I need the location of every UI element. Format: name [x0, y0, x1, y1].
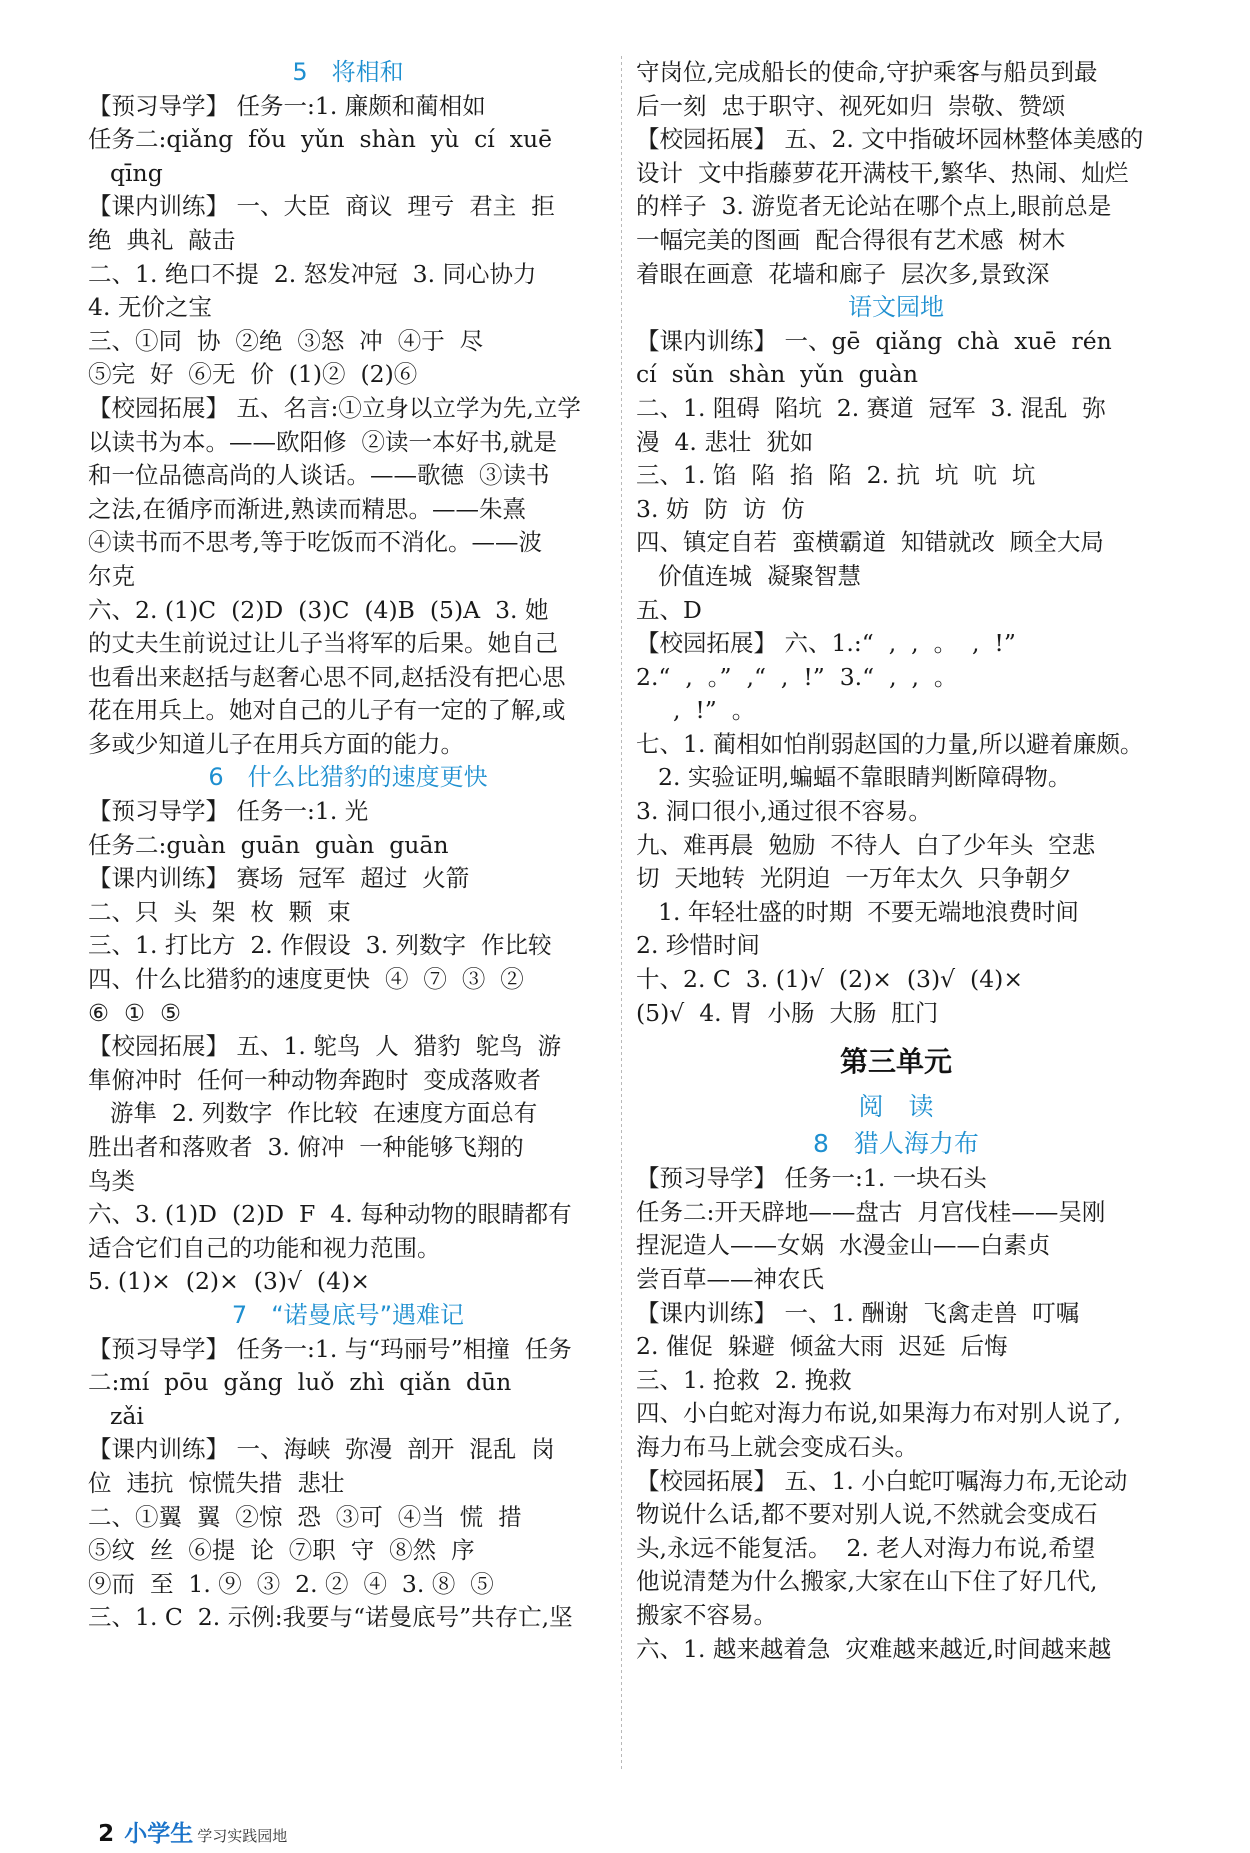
answer-line: 物说什么话,都不要对别人说,不然就会变成石	[636, 1500, 1098, 1529]
answer-line: 多或少知道儿子在用兵方面的能力。	[88, 729, 464, 758]
answer-line: 【课内训练】 一、1. 酬谢 飞禽走兽 叮嘱	[636, 1298, 1080, 1327]
answer-line: 3. 洞口很小,通过很不容易。	[636, 797, 932, 826]
answer-line: 三、①同 协 ②绝 ③怒 冲 ④于 尽	[88, 326, 484, 355]
answer-line: 【课内训练】 一、gē qiǎng chà xuē rén	[636, 326, 1112, 355]
answer-line: 任务二:guàn guān guàn guān	[88, 830, 449, 859]
answer-line: 四、小白蛇对海力布说,如果海力布对别人说了,	[636, 1399, 1121, 1428]
answer-line: 2. 催促 躲避 倾盆大雨 迟延 后悔	[636, 1332, 1008, 1361]
answer-line: 之法,在循序而渐进,熟读而精思。——朱熹	[88, 494, 526, 523]
unit-heading: 第三单元	[839, 1045, 952, 1079]
right-column	[636, 56, 1156, 1666]
answer-line: 四、镇定自若 蛮横霸道 知错就改 顾全大局	[636, 528, 1104, 557]
answer-line: 九、难再晨 勉励 不待人 白了少年头 空悲	[636, 830, 1096, 859]
answer-line: 胜出者和落败者 3. 俯冲 一种能够飞翔的	[88, 1133, 524, 1161]
answer-line: 绝 典礼 敲击	[88, 225, 236, 254]
answer-line: ④读书而不思考,等于吃饭而不消化。——波	[88, 528, 542, 557]
answer-line: 【校园拓展】 五、名言:①立身以立学为先,立学	[88, 393, 581, 422]
section-title: 7 “诺曼底号”遇难记	[231, 1300, 465, 1329]
answer-line: 三、1. C 2. 示例:我要与“诺曼底号”共存亡,坚	[88, 1603, 573, 1632]
answer-line: 和一位品德高尚的人谈话。——歌德 ③读书	[88, 461, 550, 490]
answer-line: 设计 文中指藤萝花开满枝干,繁华、热闹、灿烂	[636, 158, 1129, 187]
answer-line: 位 违抗 惊慌失措 悲壮	[88, 1468, 345, 1497]
answer-line: ⑤纹 丝 ⑥提 论 ⑦职 守 ⑧然 序	[88, 1536, 475, 1565]
answer-line: 六、1. 越来越着急 灾难越来越近,时间越来越	[636, 1634, 1112, 1663]
left-column	[88, 56, 608, 1635]
answer-line: 后一刻 忠于职守、视死如归 崇敬、赞颂	[636, 91, 1066, 120]
answer-line: 任务二:开天辟地——盘古 月宫伐桂——吴刚	[636, 1197, 1106, 1226]
answer-line: 搬家不容易。	[636, 1600, 777, 1629]
answer-line: 他说清楚为什么搬家,大家在山下住了好几代,	[636, 1567, 1098, 1596]
answer-line: ⑥ ① ⑤	[88, 998, 182, 1027]
answer-line: 【校园拓展】 六、1.:“ , , 。 , !”	[636, 629, 1016, 658]
answer-line: 适合它们自己的功能和视力范围。	[88, 1233, 441, 1262]
answer-line: 的样子 3. 游览者无论站在哪个点上,眼前总是	[636, 192, 1112, 221]
answer-line: 4. 无价之宝	[88, 293, 212, 322]
answer-line: 海力布马上就会变成石头。	[636, 1432, 918, 1461]
answer-line: 着眼在画意 花墙和廊子 层次多,景致深	[636, 259, 1050, 288]
section-title: 语文园地	[848, 293, 944, 322]
answer-line: 5. (1)× (2)× (3)√ (4)×	[88, 1267, 370, 1296]
answer-line: 一幅完美的图画 配合得很有艺术感 树木	[636, 225, 1066, 254]
page-footer	[88, 1783, 288, 1847]
answer-line: 六、2. (1)C (2)D (3)C (4)B (5)A 3. 她	[88, 595, 549, 624]
answer-line: 任务二:qiǎng fǒu yǔn shàn yù cí xuē	[88, 125, 553, 154]
answer-line: cí sǔn shàn yǔn guàn	[636, 360, 918, 389]
answer-line: 五、D	[636, 595, 702, 624]
answer-line: 【校园拓展】 五、1. 小白蛇叮嘱海力布,无论动	[636, 1466, 1128, 1495]
answer-line: 二、1. 绝口不提 2. 怒发冲冠 3. 同心协力	[88, 259, 537, 288]
answer-line: 三、1. 抢救 2. 挽救	[636, 1365, 852, 1394]
answer-line: 【校园拓展】 五、1. 鸵鸟 人 猎豹 鸵鸟 游	[88, 1032, 562, 1061]
answer-line: 二、①翼 翼 ②惊 恐 ③可 ④当 慌 措	[88, 1502, 522, 1531]
answer-line: 切 天地转 光阴迫 一万年太久 只争朝夕	[636, 864, 1072, 893]
page-number: 2	[98, 1821, 115, 1847]
answer-line: 漫 4. 悲壮 犹如	[636, 427, 814, 456]
answer-line: ⑤完 好 ⑥无 价 (1)② (2)⑥	[88, 360, 418, 389]
brand-name: 小学生	[124, 1821, 194, 1847]
answer-line: 六、3. (1)D (2)D F 4. 每种动物的眼睛都有	[88, 1200, 572, 1229]
answer-line: 七、1. 蔺相如怕削弱赵国的力量,所以避着廉颇。	[636, 729, 1144, 758]
answer-line: (5)√ 4. 胃 小肠 大肠 肛门	[636, 998, 939, 1027]
answer-line: 也看出来赵括与赵奢心思不同,赵括没有把心思	[88, 662, 566, 691]
answer-line: 2. 珍惜时间	[636, 931, 760, 960]
answer-line: 2.“ , 。” ,“ , !” 3.“ , , 。	[636, 662, 958, 691]
answer-line: 【校园拓展】 五、2. 文中指破坏园林整体美感的	[636, 125, 1144, 154]
brand-subtitle: 学习实践园地	[197, 1827, 288, 1845]
answer-line: 花在用兵上。她对自己的儿子有一定的了解,或	[88, 696, 566, 725]
answer-line: 二、1. 阻碍 陷坑 2. 赛道 冠军 3. 混乱 弥	[636, 393, 1106, 422]
answer-line: 四、什么比猎豹的速度更快 ④ ⑦ ③ ②	[88, 965, 524, 994]
answer-line: 【课内训练】 一、海峡 弥漫 剖开 混乱 岗	[88, 1435, 555, 1464]
answer-line: qīng	[110, 158, 163, 187]
column-divider	[621, 56, 622, 1771]
answer-line: 的丈夫生前说过让儿子当将军的后果。她自己	[88, 629, 558, 658]
answer-line: 【预习导学】 任务一:1. 光	[88, 797, 369, 826]
section-title: 6 什么比猎豹的速度更快	[208, 763, 488, 792]
answer-line: 【课内训练】 一、大臣 商议 理亏 君主 拒	[88, 192, 555, 221]
answer-line: 捏泥造人——女娲 水漫金山——白素贞	[636, 1231, 1051, 1260]
answer-line: zǎi	[110, 1401, 144, 1430]
answer-line: 1. 年轻壮盛的时期 不要无端地浪费时间	[658, 897, 1079, 926]
answer-line: 二:mí pōu gǎng luǒ zhì qiǎn dūn	[88, 1368, 512, 1397]
answer-line: 尔克	[88, 561, 135, 590]
answer-line: 三、1. 打比方 2. 作假设 3. 列数字 作比较	[88, 931, 552, 960]
answer-line: 游隼 2. 列数字 作比较 在速度方面总有	[110, 1099, 538, 1128]
answer-line: , !” 。	[658, 696, 756, 725]
answer-line: 二、只 头 架 枚 颗 束	[88, 897, 351, 926]
section-title: 阅 读	[858, 1092, 934, 1122]
answer-line: 【预习导学】 任务一:1. 廉颇和蔺相如	[88, 91, 486, 120]
answer-line: 隼俯冲时 任何一种动物奔跑时 变成落败者	[88, 1065, 541, 1094]
answer-line: 以读书为本。——欧阳修 ②读一本好书,就是	[88, 427, 557, 456]
answer-line: ⑨而 至 1. ⑨ ③ 2. ② ④ 3. ⑧ ⑤	[88, 1569, 494, 1598]
section-title: 8 猎人海力布	[813, 1129, 979, 1159]
answer-line: 【预习导学】 任务一:1. 一块石头	[636, 1164, 987, 1193]
answer-line: 鸟类	[88, 1166, 135, 1195]
answer-line: 尝百草——神农氏	[636, 1265, 824, 1293]
answer-line: 十、2. C 3. (1)√ (2)× (3)√ (4)×	[636, 965, 1024, 994]
answer-line: 价值连城 凝聚智慧	[658, 561, 861, 590]
answer-line: 头,永远不能复活。 2. 老人对海力布说,希望	[636, 1533, 1096, 1562]
answer-line: 守岗位,完成船长的使命,守护乘客与船员到最	[636, 58, 1098, 86]
section-title: 5 将相和	[292, 58, 404, 86]
answer-line: 三、1. 馅 陷 掐 陷 2. 抗 坑 吭 坑	[636, 461, 1036, 490]
answer-line: 3. 妨 防 访 仿	[636, 494, 805, 523]
answer-line: 【预习导学】 任务一:1. 与“玛丽号”相撞 任务	[88, 1334, 572, 1363]
answer-line: 2. 实验证明,蝙蝠不靠眼睛判断障碍物。	[658, 763, 1072, 792]
answer-line: 【课内训练】 赛场 冠军 超过 火箭	[88, 864, 470, 893]
